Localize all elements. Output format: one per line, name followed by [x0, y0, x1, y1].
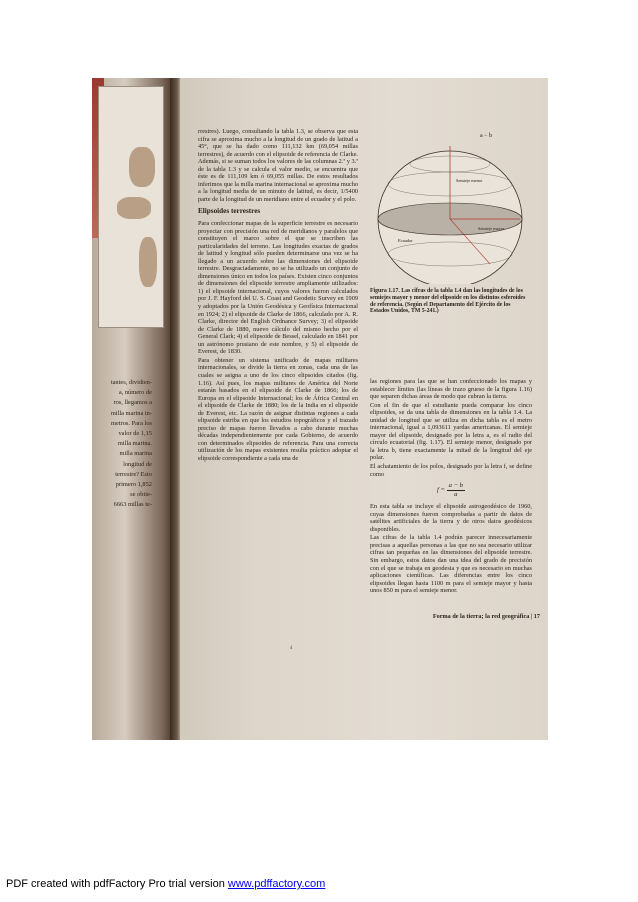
right-page	[180, 78, 548, 740]
ellipsoid-figure	[370, 124, 532, 284]
figure-label-a-b: a − b	[480, 133, 493, 139]
page-footer: Forma de la tierra; la red geográfica | 17	[432, 613, 540, 620]
formula-denominator: a	[454, 490, 458, 498]
paragraph: Las cifras de la tabla 1.4 podrán parecer innecesariamente precisas a aquellas personas a las que no sea necesario utilizar cifras tan pequeñas en las dimensiones del elipsoide terrestre. Sin embargo, estos datos dan una idea del grado de precisión con el que se trabaja en geodesia y que es necesario en muchas aplicaciones científicas. Las diferencias entre los cinco elipsoides llegan hasta 1100 m para el semieje mayor y hasta unos 850 m para el semieje menor.	[370, 534, 532, 595]
pdf-watermark-footer: PDF created with pdfFactory Pro trial version www.pdffactory.com	[6, 878, 326, 890]
figure-label-semieje-mayor: Semieje mayor	[478, 226, 505, 231]
paragraph: Para obtener un sistema unificado de mapas militares internacionales, se divide la tierra en zonas, cada una de las cuales se asigna a uno de los cinco elipsoides citados (fig. 1.16). Así pues, los mapas militares de América del Norte estarán basados en el elipsoide de Clarke de 1866; los de Europa en el elipsoide Internacional; los de África Central en el elipsoide de Clarke de 1880; los de la India en el elipsoide de Everest, etc. La razón de asignar distintas regiones a cada elipsoide estriba en que los estudios topográficos y el trazado preciso de mapas fueron llevados a cabo durante muchas décadas independientemente por cada Gobierno, de acuerdo con determinados elipsoides de referencia. Para una correcta utilización de los mapas existentes resulta práctico adoptar el elipsoide correspondiente a cada una de	[198, 356, 358, 462]
stray-mark: 4	[290, 646, 293, 651]
figure-label-ecuador: Ecuador	[398, 238, 413, 243]
right-text-column	[370, 378, 532, 596]
pdffactory-link[interactable]: www.pdffactory.com	[227, 878, 326, 890]
figure-label-semieje-menor: Semieje menor	[456, 178, 483, 183]
left-text-column	[198, 128, 358, 464]
paragraph: rrestres). Luego, consultando la tabla 1.3, se observa que esta cifra se aproxima mucho a la longitud de un grado de latitud a 45°, que se ha dado como 111,132 km (69,054 millas terrestres), de acuerdo con el elipsoide de referencia de Clarke. Además, si se suman todos los valores de las columnas 2.ª y 3.ª de la tabla 1.3 y se calcula el valor medio, se encuentra que éste es de 111,109 km ó 69,055 millas. De estos resultados inferimos que la milla marina internacional se aproxima mucho a la longitud media de un minuto de latitud, es decir, 1/5400 parte de la longitud de un meridiano entre el ecuador y el polo.	[198, 128, 358, 203]
paragraph: Para confeccionar mapas de la superficie terrestre es necesario proyectar con precisión una red de meridianos y paralelos que constituyen el marco sobre el que se inscriben las particularidades del terreno. Las longitudes exactas de grados de latitud y longitud sólo pueden determinarse una vez se ha llegado a un acuerdo sobre las dimensiones del elipsoide terrestre. Desgraciadamente, no se ha utilizado un conjunto de dimensiones único en todos los países. Existen cinco conjuntos de dimensiones del elipsoide terrestre ampliamente utilizados: 1) el elipsoide internacional, cuyos valores fueron calculados por J. F. Hayford del U. S. Coast and Geodetic Survey en 1909 y adoptados por la Unión Geodésica y Geofísica Internacional en 1924; 2) el elipsoide de Clarke de 1866, calculado por A. R. Clarke, director del English Ordnance Survey; 3) el elipsoide de Clarke de 1880, nuevo cálculo del mismo hecho por el General Clark; 4) el elipsoide de Bessel, calculado en 1841 por un astrónomo prusiano de este nombre, y 5) el elipsoide de Everest, de 1830.	[198, 220, 358, 356]
formula-numerator: a − b	[448, 482, 463, 490]
figure-caption: Figura 1.17. Las cifras de la tabla 1.4 dan las longitudes de los semiejes mayor y menor del elipsoide en los distintos esferoides de referencia. (Según el Departamento del Ejército de los Estados Unidos, TM 5-241.)	[370, 288, 526, 315]
scanned-book-page	[92, 78, 548, 740]
paragraph: En esta tabla se incluye el elipsoide astrogeodésico de 1960, cuyas dimensiones fueron comprobadas a partir de datos de satélites artificiales de la tierra y de otros datos geodésicos disponibles.	[370, 503, 532, 533]
left-page-edge	[92, 78, 174, 740]
paragraph: Con el fin de que el estudiante pueda comparar los cinco elipsoides, se da una tabla de dimensiones en la tabla 1.4. La unidad de longitud que se utiliza en dicha tabla es el metro internacional, igual a 1,093611 yardas americanas. El semieje mayor del elipsoide, designado por la letra a, es el radio del círculo ecuatorial (fig. 1.17). El semieje menor, designado por la letra b, tiene exactamente la mitad de la longitud del eje polar.	[370, 401, 532, 462]
map-image	[98, 86, 164, 328]
flattening-formula: f = $\frac{a - b}{a}$	[437, 482, 463, 498]
paragraph: El achatamiento de los polos, designado por la letra f, se define como	[370, 463, 532, 478]
left-page-text: tantes, dividien- a, número de ros, llegamos a milla marina in- metros. Para los valor de 1,15 milla marina. milla marina longitud de terrestre? Esto primero 1,852 se obtie- 6663 millas te-	[110, 379, 152, 509]
paragraph: las regiones para las que se han confeccionado los mapas y establecer límites (las líneas de trazo grueso de la figura 1.16) que separen dichas áreas de modo que cubran la tierra.	[370, 378, 532, 401]
section-heading: Elipsoides terrestres	[198, 207, 261, 216]
